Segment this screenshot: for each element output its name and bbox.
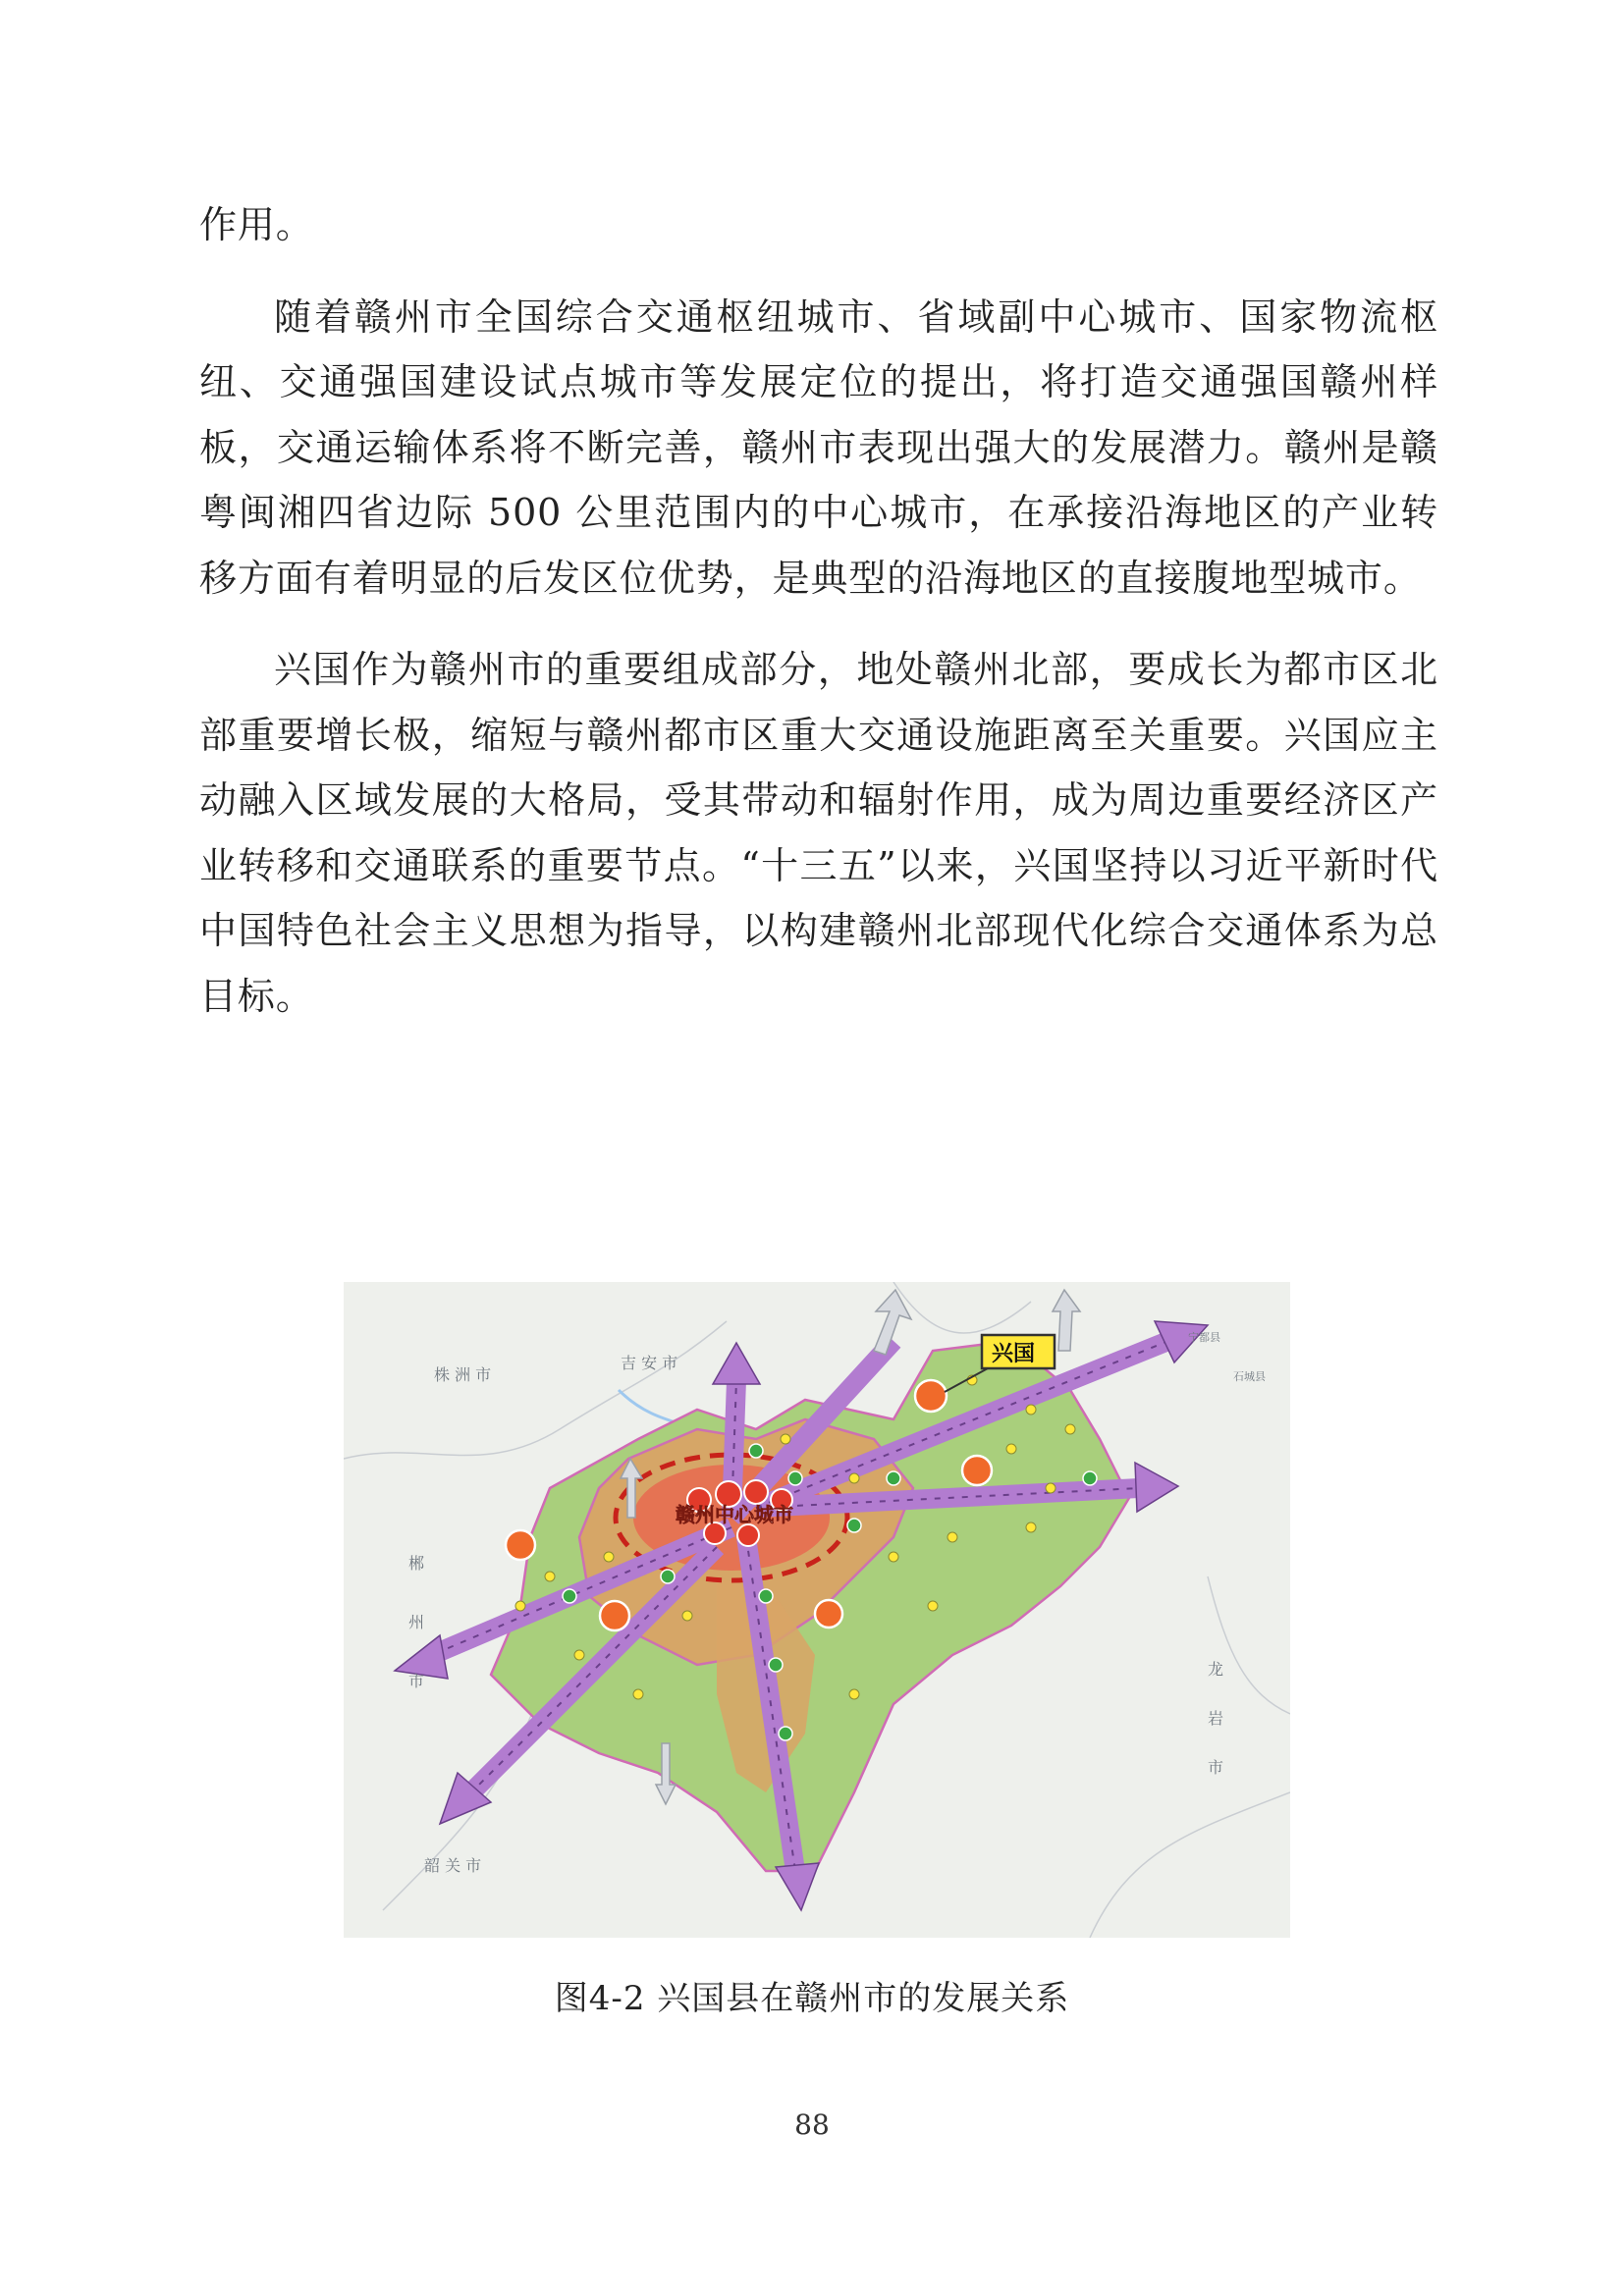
longyan-label-2: 岩 xyxy=(1208,1709,1224,1728)
longyan-label-1: 龙 xyxy=(1208,1660,1224,1679)
paragraph-1: 作用。 xyxy=(199,203,314,246)
longyan-label-3: 市 xyxy=(1208,1758,1224,1777)
ningdu-label: 宁都县 xyxy=(1188,1331,1220,1344)
body-text xyxy=(199,192,1438,1055)
shaoguan-label: 韶 关 市 xyxy=(424,1856,482,1875)
zhuzhou-label: 株 洲 市 xyxy=(434,1365,492,1384)
page-number: 88 xyxy=(794,2109,830,2141)
ganzhou-development-map xyxy=(344,1282,1290,1938)
map-figure xyxy=(344,1282,1290,1938)
jian-label: 吉 安 市 xyxy=(621,1354,678,1372)
paragraph-2: 随着赣州市全国综合交通枢纽城市、省域副中心城市、国家物流枢纽、交通强国建设试点城市等发展定位的提出，将打造交通强国赣州样板，交通运输体系将不断完善，赣州市表现出强大的发展潜力。赣州是赣粤闽湘四省边际 500 公里范围内的中心城市，在承接沿海地区的产业转移方面有着明显的后发区位优势，是典型的沿海地区的直接腹地型城市。 xyxy=(199,294,1438,600)
chenzhou-label-1: 郴 xyxy=(408,1554,425,1573)
paragraph-3: 兴国作为赣州市的重要组成部分，地处赣州北部，要成长为都市区北部重要增长极，缩短与赣州都市区重大交通设施距离至关重要。兴国应主动融入区域发展的大格局，受其带动和辐射作用，成为周边重要经济区产业转移和交通联系的重要节点。“十三五”以来，兴国坚持以习近平新时代中国特色社会主义思想为指导，以构建赣州北部现代化综合交通体系为总目标。 xyxy=(199,648,1438,1018)
xingguo-node xyxy=(915,1380,947,1412)
shicheng-label: 石城县 xyxy=(1233,1370,1266,1383)
figure-caption: 图4-2 兴国县在赣州市的发展关系 xyxy=(554,1979,1070,2018)
chenzhou-label-3: 市 xyxy=(408,1672,425,1690)
center-city-label: 赣州中心城市 xyxy=(676,1503,793,1526)
chenzhou-label-2: 州 xyxy=(408,1613,425,1631)
xingguo-label: 兴国 xyxy=(992,1342,1036,1366)
